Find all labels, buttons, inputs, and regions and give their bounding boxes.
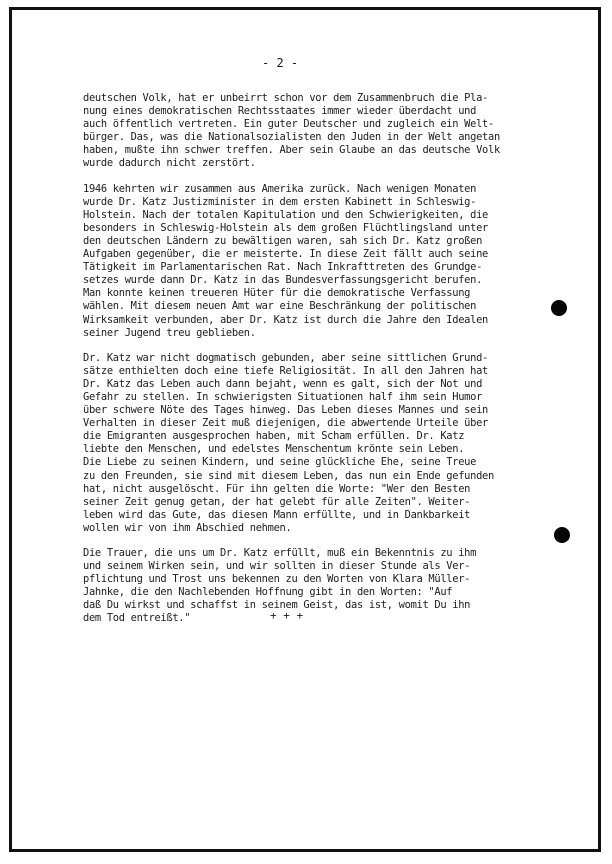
paragraph-3 bbox=[83, 352, 558, 535]
punch-hole bbox=[554, 527, 570, 543]
text-line: sätze enthielten doch eine tiefe Religiosität. In all den Jahren hat bbox=[83, 364, 488, 377]
text-line: den deutschen Ländern zu bewältigen waren, sah sich Dr. Katz großen bbox=[83, 234, 483, 247]
text-line: über schwere Nöte des Tages hinweg. Das Leben dieses Mannes und sein bbox=[83, 404, 488, 417]
paragraph-2 bbox=[83, 183, 558, 340]
text-line: deutschen Volk, hat er unbeirrt schon vor dem Zusammenbruch die Pla- bbox=[83, 92, 488, 104]
text-line: Aufgaben gegenüber, die er meisterte. In diese Zeit fällt auch seine bbox=[83, 248, 488, 261]
text-line: auch öffentlich vertreten. Ein guter Deutscher und zugleich ein Welt- bbox=[83, 118, 494, 131]
paragraph-4 bbox=[83, 547, 558, 626]
text-line: Tätigkeit im Parlamentarischen Rat. Nach Inkrafttreten des Grundge- bbox=[83, 261, 483, 274]
text-line: Holstein. Nach der totalen Kapitulation und den Schwierigkeiten, die bbox=[83, 208, 488, 221]
text-line: bürger. Das, was die Nationalsozialisten den Juden in der Welt angetan bbox=[83, 131, 500, 144]
text-line: daß Du wirkst und schaffst in seinem Geist, das ist, womit Du ihn bbox=[83, 599, 471, 612]
text-line: Dr. Katz war nicht dogmatisch gebunden, aber seine sittlichen Grund- bbox=[83, 351, 488, 364]
text-line: dem Tod entreißt." bbox=[83, 612, 191, 625]
text-line: hat, nicht ausgelöscht. Für ihn gelten die Worte: "Wer den Besten bbox=[83, 482, 471, 495]
text-line: Dr. Katz das Leben auch dann bejaht, wenn es galt, sich der Not und bbox=[83, 377, 483, 390]
text-line: wurde dadurch nicht zerstört. bbox=[83, 157, 256, 170]
text-line: Wirksamkeit verbunden, aber Dr. Katz ist durch die Jahre den Idealen bbox=[83, 313, 488, 326]
text-line: seiner Zeit genug getan, der hat gelebt für alle Zeiten". Weiter- bbox=[83, 495, 471, 508]
text-line: wollen wir von ihm Abschied nehmen. bbox=[83, 521, 292, 534]
text-line: Verhalten in dieser Zeit muß diejenigen, die abwertende Urteile über bbox=[83, 417, 488, 430]
punch-hole bbox=[551, 300, 567, 316]
text-line: seiner Jugend treu geblieben. bbox=[83, 326, 256, 339]
text-line: zu den Freunden, sie sind mit diesem Leben, das nun ein Ende gefunden bbox=[83, 469, 494, 482]
text-line: die Emigranten ausgesprochen haben, mit Scham erfüllen. Dr. Katz bbox=[83, 430, 465, 443]
text-line: besonders in Schleswig-Holstein als dem großen Flüchtlingsland unter bbox=[83, 221, 488, 234]
text-line: Jahnke, die den Nachlebenden Hoffnung gibt in den Worten: "Auf bbox=[83, 586, 453, 599]
text-line: liebte den Menschen, und edelstes Menschentum krönte sein Leben. bbox=[83, 443, 465, 456]
text-line: Gefahr zu stellen. In schwierigsten Situationen half ihm sein Humor bbox=[83, 390, 483, 403]
document-body bbox=[83, 92, 558, 638]
text-line: leben wird das Gute, das diesen Mann erfüllte, und in Dankbarkeit bbox=[83, 508, 471, 521]
text-line: Man konnte keinen treueren Hüter für die demokratische Verfassung bbox=[83, 287, 471, 300]
text-line: Die Trauer, die uns um Dr. Katz erfüllt, muß ein Bekenntnis zu ihm bbox=[83, 547, 477, 559]
page-number: - 2 - bbox=[262, 56, 299, 70]
text-line: Die Liebe zu seinen Kindern, und seine glückliche Ehe, seine Treue bbox=[83, 456, 477, 469]
text-line: nung eines demokratischen Rechtsstaates immer wieder überdacht und bbox=[83, 105, 477, 118]
text-line: pflichtung und Trost uns bekennen zu den Worten von Klara Müller- bbox=[83, 573, 471, 586]
paragraph-1 bbox=[83, 92, 558, 171]
text-line: und seinem Wirken sein, und wir sollten in dieser Stunde als Ver- bbox=[83, 560, 471, 573]
text-line: haben, mußte ihn schwer treffen. Aber sein Glaube an das deutsche Volk bbox=[83, 144, 500, 157]
text-line: wählen. Mit diesem neuen Amt war eine Beschränkung der politischen bbox=[83, 300, 477, 313]
text-line: setzes wurde dann Dr. Katz in das Bundesverfassungsgericht berufen. bbox=[83, 274, 483, 287]
text-line: 1946 kehrten wir zusammen aus Amerika zurück. Nach wenigen Monaten bbox=[83, 182, 477, 195]
text-line: wurde Dr. Katz Justizminister in dem ersten Kabinett in Schleswig- bbox=[83, 195, 477, 208]
end-mark: + + + bbox=[270, 609, 304, 622]
